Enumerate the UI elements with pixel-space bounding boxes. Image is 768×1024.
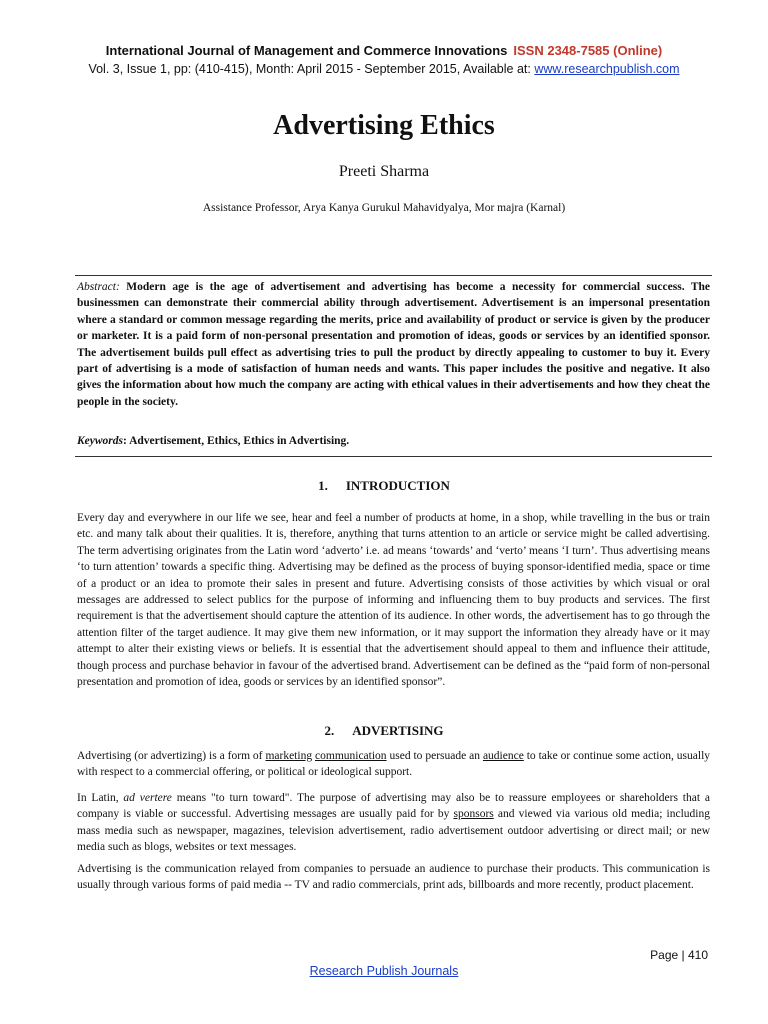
text-run: to take or continue some action, usually with respect to a commercial offering, or political or ideological support. <box>77 750 711 779</box>
section-number: 2. <box>324 723 335 738</box>
publisher-link[interactable]: Research Publish Journals <box>309 964 459 978</box>
issn-label: ISSN 2348-7585 (Online) <box>513 43 663 58</box>
article-title: Advertising Ethics <box>273 110 495 141</box>
advertising-paragraph-1 <box>77 748 710 781</box>
sponsors-link[interactable]: sponsors <box>453 808 494 821</box>
section-number: 1. <box>318 478 328 493</box>
footer-publisher <box>0 964 768 978</box>
intro-paragraph: Every day and everywhere in our life we see, hear and feel a number of products at home, in a shop, while travelling in the bus or train etc. and many talk about their qualities. It is, therefore, anything that turns attention to an article or service might be called advertising. The term advertising originates from the Latin word ‘adverto’ i.e. ad means ‘towards’ and ‘verto’ means ‘I turn’. Thus advertising means ‘to turn attention’ towards a specific thing. Advertising may be defined as the process of buying sponsor-identified media, space or time of a product or an idea to promote their sales in present and future. Advertising consists of those activities by which visual or oral messages are addressed to select publics for the purpose of informing and influencing them to buy products and services. The first requirement is that the advertisement should capture the attention of its audience. In other words, the advertisement has to go through the attention filter of the target audience. It may give them new information, or it may support the information they already have or it may attempt to alter their existing views or beliefs. It is essential that the advertisement should appeal to them and influence their attitude, though process and purchase behavior in favour of the advertised brand. Advertisement can be defined as the “paid form of non-personal presentation and promotion of idea, goods or services by an identified sponsor”. <box>77 512 710 689</box>
section-title: ADVERTISING <box>352 723 444 738</box>
abstract-text: Modern age is the age of advertisement and advertising has become a necessity for commercial success. The businessmen can demonstrate their commercial ability through advertisement. Advertisement is an impersonal presentation where a standard or common message regarding the merits, price and availability of product or service is given by the producer or marketer. It is a paid form of non-personal presentation and promotion of ideas, goods or services by an identified sponsor. The advertisement builds pull effect as advertising tries to pull the product by directly appealing to customer to buy it. Every part of advertising is a mode of satisfaction of human needs and wants. This paper includes the positive and negative. It also gives the information about how much the company are acting with ethical values in their advertisements and how they cheat the people in the society. <box>77 281 711 408</box>
journal-name: International Journal of Management and Commerce Innovations <box>105 43 508 58</box>
abstract-bottom-rule <box>75 456 712 457</box>
keywords-line <box>77 435 710 447</box>
text-run: and viewed via various old media; including mass media such as newspaper, magazines, television advertisement, radio advertisement outdoor advertising or direct mail; or new media such as blogs, websites or text messages. <box>77 808 710 854</box>
marketing-link[interactable]: marketing <box>265 750 313 762</box>
text-run: used to persuade an <box>386 750 483 762</box>
abstract-label: Abstract: <box>77 281 120 293</box>
text-run: means "to turn toward". The purpose of advertising may also be to reassure employees or shareholders that a company is viable or successful. Advertising messages are usually paid for by <box>77 792 710 821</box>
volume-text: Vol. 3, Issue 1, pp: (410-415), Month: April 2015 - September 2015, Available at: <box>88 62 531 76</box>
text-run: In Latin, <box>77 792 124 804</box>
keywords-text: : Advertisement, Ethics, Ethics in Advertising. <box>123 435 350 447</box>
advertising-paragraph-2 <box>77 790 710 856</box>
section-heading-introduction <box>0 478 768 494</box>
audience-link[interactable]: audience <box>482 750 524 762</box>
abstract-top-rule <box>75 275 712 276</box>
abstract-block <box>77 279 710 410</box>
communication-link[interactable]: communication <box>315 750 387 762</box>
section-title: INTRODUCTION <box>345 478 450 493</box>
keywords-label: Keywords <box>77 435 123 447</box>
page-number: Page | 410 <box>650 948 708 962</box>
author-name: Preeti Sharma <box>338 163 430 180</box>
journal-header <box>0 43 768 58</box>
website-link[interactable]: www.researchpublish.com <box>534 62 680 76</box>
advertising-paragraph-3: Advertising is the communication relayed from companies to persuade an audience to purchase their products. This communication is usually through various forms of paid media -- TV and radio commercials, print ads, billboards and more recently, product placement. <box>77 863 710 892</box>
volume-line <box>0 62 768 76</box>
latin-term: ad vertere <box>123 792 172 804</box>
author-affiliation: Assistance Professor, Arya Kanya Gurukul Mahavidyalya, Mor majra (Karnal) <box>202 202 566 214</box>
text-run: Advertising (or advertizing) is a form of <box>77 750 266 762</box>
section-heading-advertising <box>0 723 768 739</box>
